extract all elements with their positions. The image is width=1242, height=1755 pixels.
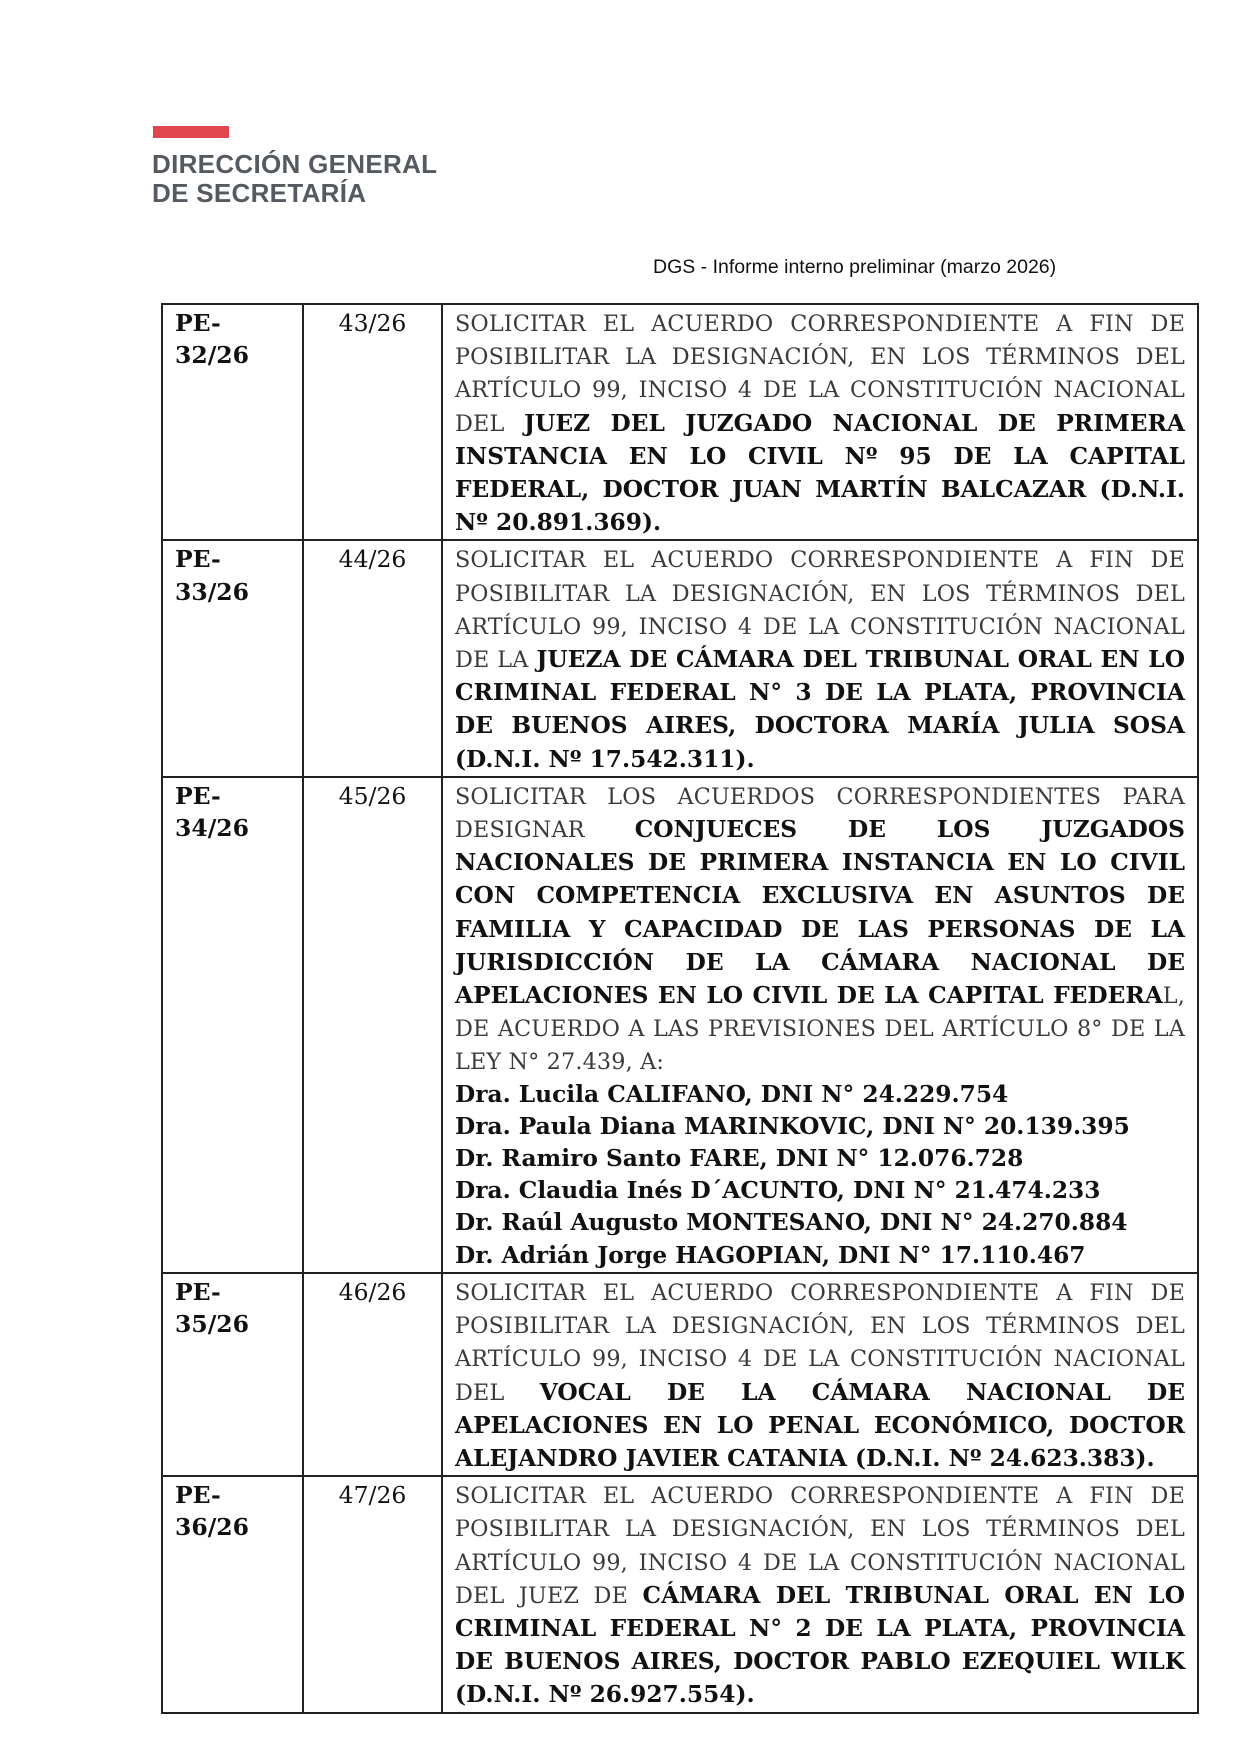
table-row: [162, 1273, 1198, 1476]
numero-cell: 44/26: [303, 540, 442, 776]
description-cell: [442, 1273, 1198, 1476]
description-bold-text: JUEZ DEL JUZGADO NACIONAL DE PRIMERA INSTANCIA EN LO CIVIL Nº 95 DE LA CAPITAL FEDERAL, DOCTOR JUAN MARTÍN BALCAZAR (D.N.I. Nº 20.891.369).: [455, 409, 1185, 537]
description-bold-text: VOCAL DE LA CÁMARA NACIONAL DE APELACIONES EN LO PENAL ECONÓMICO, DOCTOR ALEJANDRO JAVIER CATANIA (D.N.I. Nº 24.623.383).: [455, 1378, 1185, 1472]
institution-logo: [152, 150, 437, 208]
records-table: [161, 303, 1199, 1714]
expediente-cell: PE-33/26: [162, 540, 303, 776]
logo-line-2: DE SECRETARÍA: [152, 178, 367, 208]
numero-cell: 43/26: [303, 304, 442, 540]
logo-accent-bar: [153, 126, 229, 138]
table-row: [162, 540, 1198, 776]
person-entry: Dr. Raúl Augusto MONTESANO, DNI N° 24.270.884: [455, 1209, 1128, 1237]
expediente-cell: PE-36/26: [162, 1476, 303, 1712]
description-text: SOLICITAR EL ACUERDO CORRESPONDIENTE A FIN DE POSIBILITAR LA DESIGNACIÓN, EN LOS TÉRMINOS DEL ARTÍCULO 99, INCISO 4 DE LA CONSTITUCIÓN NACIONAL DE LA: [455, 547, 1185, 674]
person-entry: Dr. Adrián Jorge HAGOPIAN, DNI N° 17.110.467: [455, 1241, 1086, 1269]
description-bold-text: CÁMARA DEL TRIBUNAL ORAL EN LO CRIMINAL FEDERAL N° 2 DE LA PLATA, PROVINCIA DE BUENOS AIRES, DOCTOR PABLO EZEQUIEL WILK (D.N.I. Nº 26.927.554).: [455, 1581, 1185, 1709]
numero-cell: 45/26: [303, 777, 442, 1273]
expediente-cell: PE-32/26: [162, 304, 303, 540]
description-text: SOLICITAR EL ACUERDO CORRESPONDIENTE A FIN DE POSIBILITAR LA DESIGNACIÓN, EN LOS TÉRMINOS DEL ARTÍCULO 99, INCISO 4 DE LA CONSTITUCIÓN NACIONAL DEL JUEZ DE: [455, 1483, 1185, 1609]
description-cell: [442, 777, 1198, 1273]
logo-line-1: DIRECCIÓN GENERAL: [152, 149, 438, 179]
table-row: [162, 1476, 1198, 1712]
table-row: [162, 304, 1198, 540]
description-cell: [442, 304, 1198, 540]
expediente-cell: PE-35/26: [162, 1273, 303, 1476]
description-bold-text: JUEZA DE CÁMARA DEL TRIBUNAL ORAL EN LO CRIMINAL FEDERAL N° 3 DE LA PLATA, PROVINCIA DE BUENOS AIRES, DOCTORA MARÍA JULIA SOSA (D.N.I. Nº 17.542.311).: [455, 646, 1185, 773]
expediente-cell: PE-34/26: [162, 777, 303, 1273]
description-text: SOLICITAR LOS ACUERDOS CORRESPONDIENTES PARA DESIGNAR: [455, 783, 1185, 844]
person-entry: Dra. Claudia Inés D´ACUNTO, DNI N° 21.474.233: [455, 1177, 1101, 1205]
numero-cell: 47/26: [303, 1476, 442, 1712]
person-entry: Dra. Lucila CALIFANO, DNI N° 24.229.754: [455, 1080, 1009, 1108]
report-title: DGS - Informe interno preliminar (marzo 2026): [653, 256, 1057, 278]
description-bold-text: CONJUECES DE LOS JUZGADOS NACIONALES DE PRIMERA INSTANCIA EN LO CIVIL CON COMPETENCIA EXCLUSIVA EN ASUNTOS DE FAMILIA Y CAPACIDAD DE LAS PERSONAS DE LA JURISDICCIÓN DE LA CÁMARA NACIONAL DE APELACIONES EN LO CIVIL DE LA CAPITAL FEDERA: [455, 816, 1185, 1010]
person-entry: Dr. Ramiro Santo FARE, DNI N° 12.076.728: [455, 1145, 1024, 1173]
person-entry: Dra. Paula Diana MARINKOVIC, DNI N° 20.139.395: [455, 1112, 1130, 1140]
numero-cell: 46/26: [303, 1273, 442, 1476]
table-row: [162, 777, 1198, 1273]
description-text: SOLICITAR EL ACUERDO CORRESPONDIENTE A FIN DE POSIBILITAR LA DESIGNACIÓN, EN LOS TÉRMINOS DEL ARTÍCULO 99, INCISO 4 DE LA CONSTITUCIÓN NACIONAL DEL: [455, 311, 1185, 437]
description-text: SOLICITAR EL ACUERDO CORRESPONDIENTE A FIN DE POSIBILITAR LA DESIGNACIÓN, EN LOS TÉRMINOS DEL ARTÍCULO 99, INCISO 4 DE LA CONSTITUCIÓN NACIONAL DEL: [455, 1279, 1185, 1406]
description-cell: [442, 1476, 1198, 1712]
description-text-continued: L, DE ACUERDO A LAS PREVISIONES DEL ARTÍCULO 8° DE LA LEY N° 27.439, A:: [455, 983, 1185, 1076]
description-cell: [442, 540, 1198, 776]
